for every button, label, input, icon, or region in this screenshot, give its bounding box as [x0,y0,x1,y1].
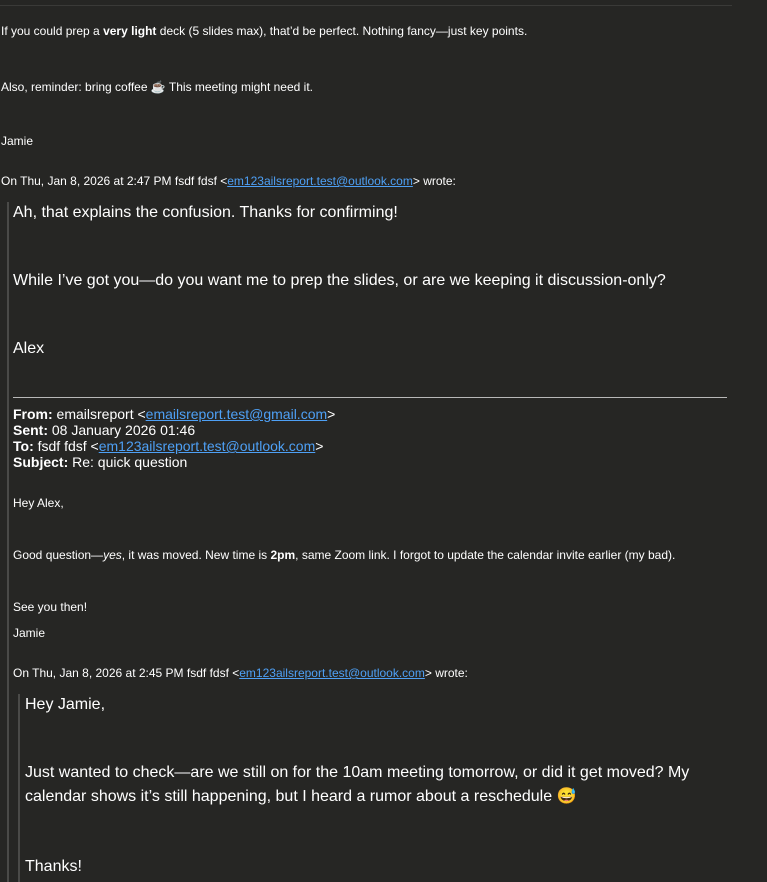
attribution-text: On Thu, Jan 8, 2026 at 2:47 PM fsdf fdsf < [1,174,228,188]
forwarded-header [13,406,335,470]
from-end: > [327,406,336,422]
email-link[interactable]: em123ailsreport.test@outlook.com [239,666,425,680]
reply-attribution [13,666,468,680]
closing: See you then! [13,600,88,614]
email-link[interactable]: em123ailsreport.test@outlook.com [98,438,316,454]
paragraph-text: deck (5 slides max), that’d be perfect. Nothing fancy—just key points. [156,24,528,38]
sent-line [13,422,335,438]
to-name: fsdf fdsf < [33,438,99,454]
from-name: emailsreport < [52,406,146,422]
from-line [13,406,335,422]
paragraph-text: , same Zoom link. I forgot to update the calendar invite earlier (my bad). [295,548,676,562]
quoted-paragraph: While I’ve got you—do you want me to prep the slides, or are we keeping it discussion-only? [13,272,666,289]
email-link[interactable]: em123ailsreport.test@outlook.com [227,174,413,188]
to-label: To: [13,438,34,454]
slides-request-paragraph [1,24,527,38]
quoted-paragraph: Ah, that explains the confusion. Thanks for confirming! [13,204,398,221]
emphasis-text: very light [103,24,157,38]
signature: Jamie [13,626,46,640]
subject-value: Re: quick question [68,454,188,470]
from-label: From: [13,406,53,422]
header-divider [13,397,727,398]
attribution-text: > wrote: [424,666,468,680]
subject-line [13,454,335,470]
reply-paragraph [13,548,675,562]
sent-value: 08 January 2026 01:46 [48,422,196,438]
bold-text: 2pm [270,548,296,562]
quoted-thanks: Thanks! [25,858,82,875]
attribution-text: > wrote: [412,174,456,188]
quoted-signature: Alex [13,340,45,357]
italic-text: yes [103,548,122,562]
attribution-text: On Thu, Jan 8, 2026 at 2:45 PM fsdf fdsf < [13,666,240,680]
quoted-paragraph: Just wanted to check—are we still on for the 10am meeting tomorrow, or did it get moved? My calendar shows it’s still happening, but I heard a rumor about a reschedule 😅 [25,764,690,805]
email-link[interactable]: emailsreport.test@gmail.com [145,406,328,422]
to-end: > [315,438,324,454]
sent-label: Sent: [13,422,48,438]
quoted-greeting: Hey Jamie, [25,696,106,713]
reply-attribution [1,174,456,188]
signature: Jamie [1,134,34,148]
quote-bar [7,202,9,882]
coffee-reminder-paragraph: Also, reminder: bring coffee ☕ This meeting might need it. [1,80,313,94]
paragraph-text: Good question— [13,548,104,562]
to-line [13,438,335,454]
top-divider [0,5,732,6]
paragraph-text: , it was moved. New time is [121,548,271,562]
subject-label: Subject: [13,454,69,470]
greeting: Hey Alex, [13,496,64,510]
quote-bar [18,694,20,882]
paragraph-text: If you could prep a [1,24,104,38]
